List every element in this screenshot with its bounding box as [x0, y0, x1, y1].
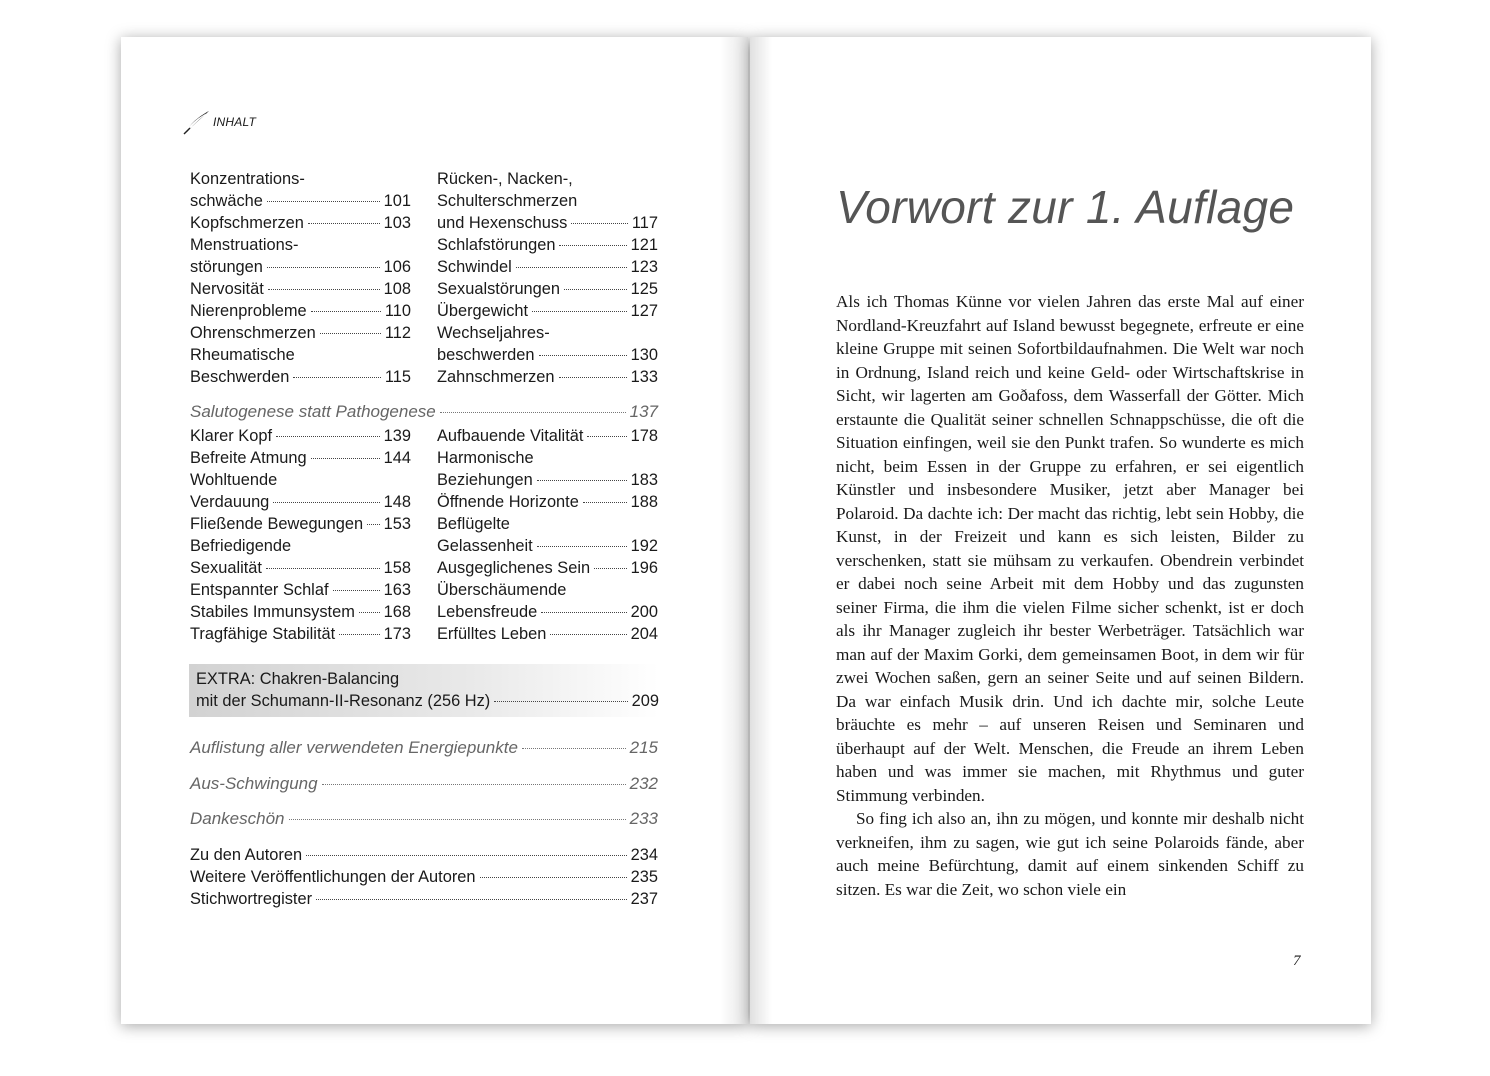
- toc-entry-label: Dankeschön: [190, 809, 285, 828]
- leader-dots: [440, 412, 626, 413]
- left-page: [121, 37, 748, 1024]
- toc-entry-label: Verdauung: [190, 493, 270, 511]
- leader-dots: [322, 784, 626, 785]
- leader-dots: [268, 289, 380, 290]
- toc-entry-label: Nervosität: [190, 280, 264, 298]
- toc-extra-box: [189, 664, 659, 717]
- running-head-label: INHALT: [213, 115, 256, 129]
- toc-entry-page: 115: [384, 368, 411, 386]
- leader-dots: [339, 634, 379, 635]
- leader-dots: [532, 311, 627, 312]
- toc-entry-label: Fließende Bewegungen: [190, 515, 364, 533]
- toc-entry: [190, 469, 411, 491]
- toc-entry-page: 158: [383, 559, 411, 577]
- toc-entry-page: 108: [383, 280, 411, 298]
- leader-dots: [333, 590, 380, 591]
- toc-entry: [437, 168, 658, 190]
- toc-entry: [437, 447, 658, 469]
- toc-entry-label: Schulterschmerzen: [437, 192, 578, 210]
- toc-entry: [190, 447, 411, 469]
- toc-entry-page: 178: [630, 427, 658, 445]
- gutter-shadow: [720, 37, 748, 1024]
- leader-dots: [537, 480, 627, 481]
- paragraph: Als ich Thomas Künne vor vielen Jahren das erste Mal auf einer Nordland-Kreuzfahrt auf Island bewusst begegnete, erfreute er eine kleine Gruppe mit seinen Sofortbildaufnahmen. Die Welt war noch in Ordnung, Island reich und keine Geld- oder Wirtschaftskrise in Sicht, wir lagerten am Goðafoss, dem Wasserfall der Götter. Mich erstaunte die Qualität seiner schnellen Schnappschüsse, die oft die Situation einfingen, weil sie den Punkt trafen. So wunderte es mich nicht, beim Essen in der Gruppe zu erfahren, er sei eigentlich Künstler und insbesondere Musiker, jetzt aber Manager bei Polaroid. Da dachte ich: Der macht das richtig, lebt sein Hobby, die Kunst, in der Freizeit und kann es sich leisten, Bilder zu verschenken, statt sie mühsam zu verkaufen. Obendrein verbindet er dabei noch seine Arbeit mit dem Hobby und das zugunsten seiner Firma, die ihm die vielen Filme sicher schenkt, ist er doch als ihr Manager zugleich ihr bester Werbeträger. Tatsächlich war man auf der Maxim Gorki, dem gemeinsamen Boot, in dem wir für zwei Wochen saßen, gern an seiner Seite und auf seinen Bildern. Da war einfach Musik drin. Und ich dachte mir, solche Leute bräuchte es mehr – auf unseren Reisen und Seminaren und überhaupt auf der Welt. Menschen, die Freude an ihrem Leben haben und was immer sie machen, mit Rhythmus und guter Stimmung verbinden.: [836, 292, 1304, 805]
- paragraph: So fing ich also an, ihn zu mögen, und konnte mir deshalb nicht verkneifen, ihm zu sagen, wie gut ich seine Polaroids fände, aber auch meine Befürchtung, damit auf einem sinkenden Schiff zu sitzen. Es war die Zeit, wo schon viele ein: [836, 809, 1304, 899]
- toc-entry: [190, 579, 411, 601]
- toc-entry-label: Rücken-, Nacken-,: [437, 170, 573, 188]
- toc-entry: [190, 168, 411, 190]
- toc-entry: [437, 190, 658, 212]
- chapter-title: Vorwort zur 1. Auflage: [836, 181, 1295, 233]
- toc-chapter: [190, 736, 658, 760]
- toc-entry-label: Ausgeglichenes Sein: [437, 559, 591, 577]
- toc-entry-page: 188: [630, 493, 658, 511]
- toc-backmatter: [190, 844, 658, 910]
- leader-dots: [316, 899, 627, 900]
- leader-dots: [516, 267, 627, 268]
- toc-entry-page: 110: [384, 302, 411, 320]
- toc-entry-label: beschwerden: [437, 346, 535, 364]
- toc-entry-page: 232: [629, 774, 658, 793]
- leader-dots: [494, 701, 627, 702]
- toc-entry: [190, 601, 411, 623]
- leader-dots: [537, 546, 627, 547]
- toc-entry-label: Zu den Autoren: [190, 846, 303, 864]
- toc-entry: [190, 866, 658, 888]
- toc-entry: [190, 256, 411, 278]
- toc-entry-label: Überschäumende: [437, 581, 567, 599]
- toc-entry-label: Zahnschmerzen: [437, 368, 555, 386]
- toc-entry: [437, 344, 658, 366]
- toc-column-1: [190, 168, 411, 388]
- leader-dots: [267, 201, 380, 202]
- running-head: [183, 109, 256, 135]
- toc-entry: [190, 366, 411, 388]
- toc-entry-page: 215: [629, 738, 658, 757]
- toc-entry-label: und Hexenschuss: [437, 214, 568, 232]
- toc-entry-label: Schlafstörungen: [437, 236, 556, 254]
- leader-dots: [571, 223, 628, 224]
- toc-entry-label: Übergewicht: [437, 302, 529, 320]
- leader-dots: [293, 377, 381, 378]
- toc-entry: [437, 513, 658, 535]
- toc-entry: [190, 278, 411, 300]
- leader-dots: [267, 267, 380, 268]
- toc-entry-page: 144: [383, 449, 411, 467]
- leader-dots: [594, 568, 627, 569]
- leader-dots: [559, 377, 627, 378]
- toc-entry-label: schwäche: [190, 192, 263, 210]
- toc-entry: [437, 535, 658, 557]
- leader-dots: [308, 223, 380, 224]
- toc-entry: [190, 535, 411, 557]
- toc-chapter-salutogenese: [190, 400, 658, 424]
- toc-entry-page: 101: [383, 192, 411, 210]
- toc-entry: [437, 278, 658, 300]
- toc-entry-page: 133: [630, 368, 658, 386]
- toc-entry-page: 127: [630, 302, 658, 320]
- toc-entry-label: Rheumatische: [190, 346, 295, 364]
- extra-subtitle: mit der Schumann-II-Resonanz (256 Hz): [196, 692, 491, 710]
- right-page: [750, 37, 1371, 1024]
- toc-entry-page: 200: [630, 603, 658, 621]
- toc-entry: [437, 601, 658, 623]
- leader-dots: [289, 819, 626, 820]
- leader-dots: [550, 634, 626, 635]
- toc-entry-label: Menstruations-: [190, 236, 299, 254]
- toc-entry-page: 130: [630, 346, 658, 364]
- toc-entry: [437, 256, 658, 278]
- toc-entry-page: 148: [383, 493, 411, 511]
- toc-entry-page: 163: [383, 581, 411, 599]
- toc-entry: [437, 469, 658, 491]
- toc-entry: [190, 623, 411, 645]
- toc-entry-page: 196: [630, 559, 658, 577]
- toc-entry-label: Nierenprobleme: [190, 302, 307, 320]
- leader-dots: [266, 568, 380, 569]
- toc-column-4: [437, 425, 658, 645]
- toc-entry: [190, 888, 658, 910]
- toc-entry-page: 235: [630, 868, 658, 886]
- toc-entry-page: 153: [383, 515, 411, 533]
- toc-entry-label: Ohrenschmerzen: [190, 324, 316, 342]
- toc-entry-label: Harmonische: [437, 449, 534, 467]
- toc-entry-page: 106: [383, 258, 411, 276]
- toc-entry-label: Stabiles Immunsystem: [190, 603, 355, 621]
- leader-dots: [311, 311, 381, 312]
- toc-entry-page: 112: [384, 324, 411, 342]
- leader-dots: [359, 612, 380, 613]
- toc-entry-label: Salutogenese statt Pathogenese: [190, 402, 436, 421]
- toc-chapter: [190, 807, 658, 831]
- toc-entry-page: 234: [630, 846, 658, 864]
- extra-page: 209: [631, 692, 659, 710]
- leader-dots: [564, 289, 627, 290]
- toc-entry-label: Beflügelte: [437, 515, 510, 533]
- toc-entry: [190, 344, 411, 366]
- toc-entry-label: Konzentrations-: [190, 170, 305, 188]
- toc-entry: [190, 807, 658, 831]
- toc-entry-page: 139: [383, 427, 411, 445]
- toc-entry: [190, 736, 658, 760]
- toc-entry-page: 168: [383, 603, 411, 621]
- toc-entry-label: Befreite Atmung: [190, 449, 307, 467]
- toc-entry-label: Schwindel: [437, 258, 512, 276]
- toc-entry: [190, 844, 658, 866]
- toc-entry-label: Aufbauende Vitalität: [437, 427, 584, 445]
- toc-entry: [190, 557, 411, 579]
- toc-entry: [190, 212, 411, 234]
- toc-entry-page: 121: [630, 236, 658, 254]
- toc-entry-label: Wechseljahres-: [437, 324, 550, 342]
- toc-entry-label: Auflistung aller verwendeten Energiepunkte: [190, 738, 518, 757]
- gutter-shadow: [750, 37, 772, 1024]
- leader-dots: [583, 502, 627, 503]
- leader-dots: [306, 855, 627, 856]
- toc-entry-label: Klarer Kopf: [190, 427, 272, 445]
- leader-dots: [539, 355, 627, 356]
- leader-dots: [311, 458, 380, 459]
- toc-entry: [437, 557, 658, 579]
- toc-entry: [437, 300, 658, 322]
- leader-dots: [587, 436, 626, 437]
- toc-entry-page: 192: [630, 537, 658, 555]
- page-number: 7: [1293, 953, 1301, 969]
- feather-icon: [183, 109, 211, 135]
- toc-entry: [437, 623, 658, 645]
- toc-entry-label: Befriedigende: [190, 537, 292, 555]
- toc-entry-label: Öffnende Horizonte: [437, 493, 579, 511]
- toc-entry-page: 183: [630, 471, 658, 489]
- extra-title: EXTRA: Chakren-Balancing: [196, 670, 400, 688]
- toc-column-2: [437, 168, 658, 388]
- toc-entry-label: störungen: [190, 258, 263, 276]
- toc-entry: [190, 322, 411, 344]
- leader-dots: [276, 436, 380, 437]
- toc-entry-label: Wohltuende: [190, 471, 278, 489]
- toc-column-3: [190, 425, 411, 645]
- body-text: [836, 290, 1304, 901]
- toc-entry-label: Weitere Veröffentlichungen der Autoren: [190, 868, 476, 886]
- toc-entry-label: Tragfähige Stabilität: [190, 625, 336, 643]
- toc-entry: [190, 491, 411, 513]
- toc-chapter: [190, 772, 658, 796]
- toc-entry: [190, 772, 658, 796]
- toc-entry-label: Sexualstörungen: [437, 280, 561, 298]
- leader-dots: [320, 333, 381, 334]
- toc-entry-label: Stichwortregister: [190, 890, 313, 908]
- toc-entry-label: Gelassenheit: [437, 537, 533, 555]
- toc-entry: [437, 491, 658, 513]
- toc-entry: [437, 234, 658, 256]
- leader-dots: [367, 524, 380, 525]
- leader-dots: [541, 612, 626, 613]
- toc-entry: [190, 190, 411, 212]
- toc-entry-label: Sexualität: [190, 559, 262, 577]
- toc-entry-page: 123: [630, 258, 658, 276]
- toc-entry-page: 137: [629, 402, 658, 421]
- toc-entry: [437, 212, 658, 234]
- toc-entry: [437, 579, 658, 601]
- toc-entry-label: Kopfschmerzen: [190, 214, 304, 232]
- toc-entry-page: 103: [383, 214, 411, 232]
- leader-dots: [273, 502, 379, 503]
- leader-dots: [559, 245, 626, 246]
- leader-dots: [522, 748, 626, 749]
- toc-entry-page: 237: [630, 890, 658, 908]
- toc-entry-page: 125: [630, 280, 658, 298]
- leader-dots: [480, 877, 627, 878]
- toc-entry: [190, 300, 411, 322]
- toc-entry-label: Entspannter Schlaf: [190, 581, 329, 599]
- toc-entry-label: Beschwerden: [190, 368, 290, 386]
- toc-entry: [190, 234, 411, 256]
- toc-entry-page: 173: [383, 625, 411, 643]
- toc-entry-label: Beziehungen: [437, 471, 533, 489]
- toc-entry-label: Lebensfreude: [437, 603, 538, 621]
- toc-entry-page: 204: [630, 625, 658, 643]
- toc-entry: [437, 425, 658, 447]
- toc-entry: [190, 513, 411, 535]
- toc-entry-page: 233: [629, 809, 658, 828]
- toc-entry-page: 117: [631, 214, 658, 232]
- toc-entry-label: Erfülltes Leben: [437, 625, 547, 643]
- toc-entry: [437, 366, 658, 388]
- toc-entry: [437, 322, 658, 344]
- toc-entry-label: Aus-Schwingung: [190, 774, 318, 793]
- toc-entry: [190, 425, 411, 447]
